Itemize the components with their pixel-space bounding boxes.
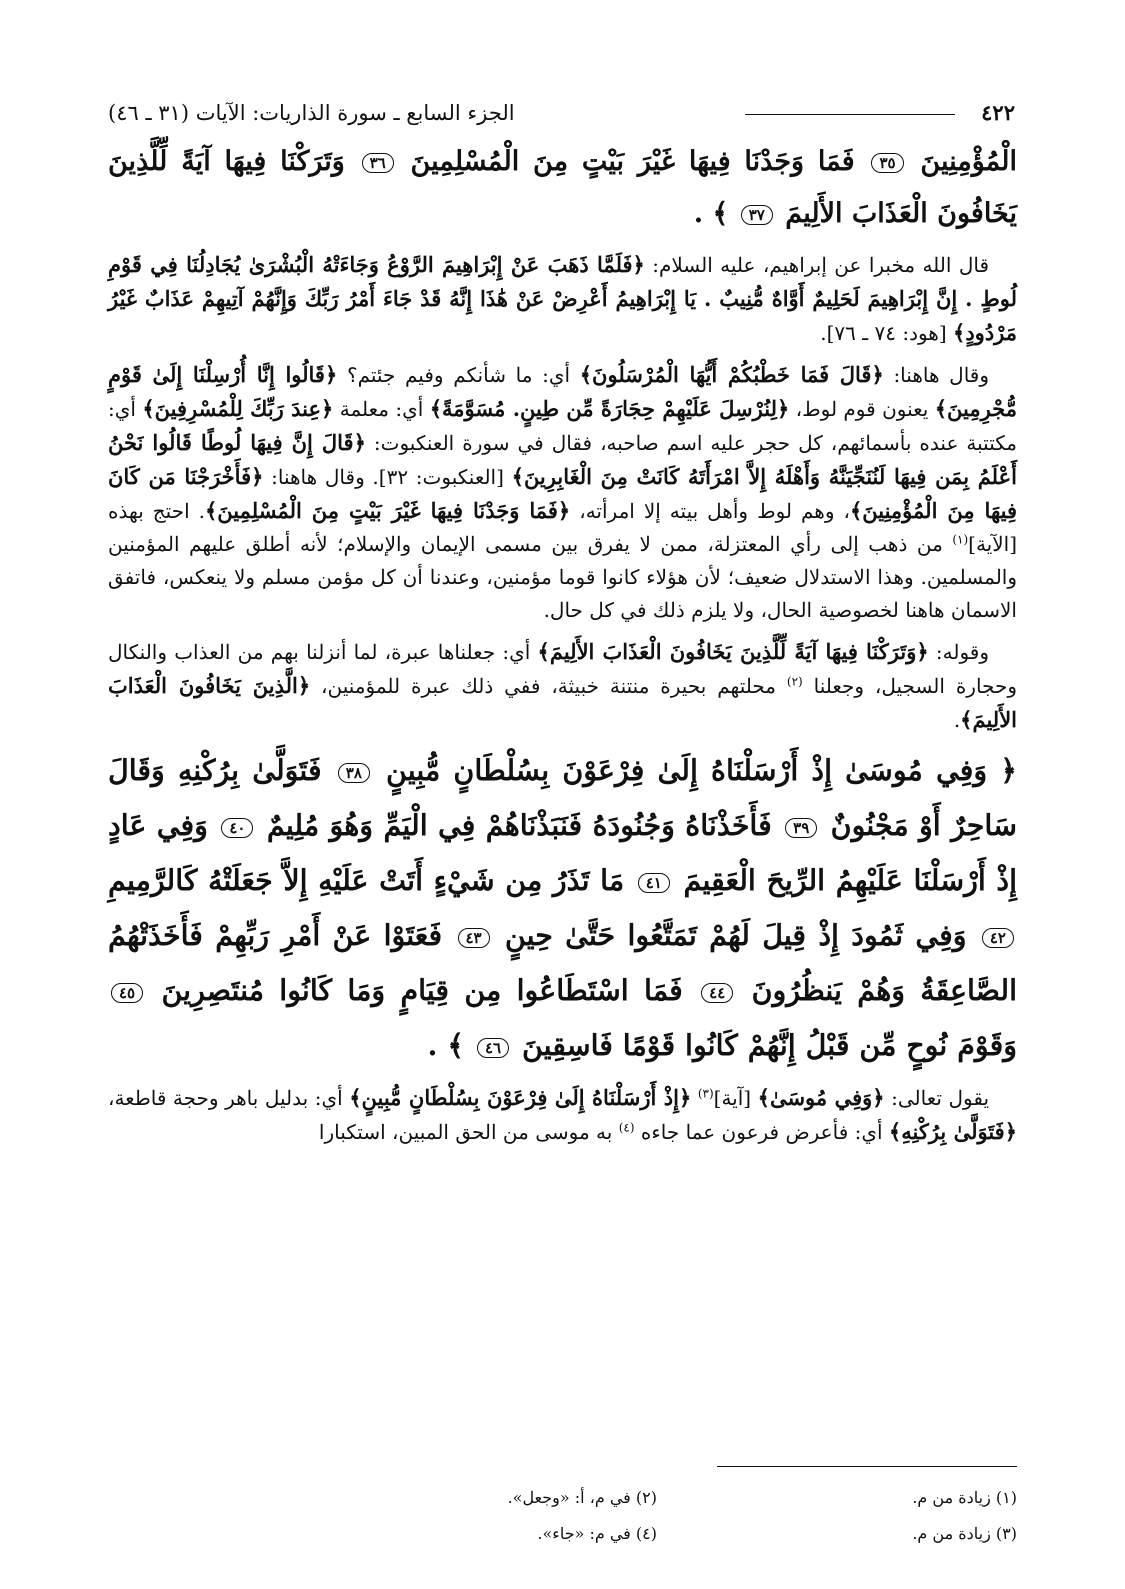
footnote-ref: (٤)	[618, 1120, 635, 1135]
footnote-ref: (٣)	[697, 1086, 714, 1101]
quran-quote: ﴿وَفِي مُوسَىٰ﴾	[757, 1085, 885, 1110]
text-run: فَأَخَذْنَاهُ وَجُنُودَهُ فَنَبَذْنَاهُمْ فِي الْيَمِّ وَهُوَ مُلِيمٌ	[256, 808, 783, 842]
text-run: من ذهب إلى رأي المعتزلة، ممن لا يفرق بين مسمى الإيمان والإسلام؛ لأنه أطلق عليهم المؤمنين والمسلمين. وهذا الاستدلال ضعيف؛ لأن هؤلاء كانوا قوما مؤمنين، وعندنا أن كل مؤمن مسلم ولا ينعكس، فاتفق الاسمان هاهنا لخصوصية الحال، ولا يلزم ذلك في كل حال.	[108, 532, 1017, 622]
text-run: [هود: ٧٤ ـ ٧٦].	[820, 321, 954, 345]
verse-number-marker: ٤٦	[477, 1038, 509, 1058]
text-run: مَا تَذَرُ مِن شَيْءٍ أَتَتْ عَلَيْهِ إِلاَّ جَعَلَتْهُ كَالرَّمِيمِ	[108, 863, 635, 897]
quran-quote: ﴿إِذْ أَرْسَلْنَاهُ إِلَىٰ فِرْعَوْنَ بِسُلْطَانٍ مُّبِينٍ﴾	[349, 1085, 692, 1110]
quran-quote: ﴿وَتَرَكْنَا فِيهَا آيَةً لِّلَّذِينَ يَخَافُونَ الْعَذَابَ الأَلِيمَ﴾	[537, 639, 929, 664]
quran-quote: ﴿قَالُوا إِنَّا أُرْسِلْنَا إِلَىٰ قَوْمٍ مُّجْرِمِينَ﴾	[108, 362, 1017, 421]
commentary-paragraph	[108, 1081, 1017, 1149]
header-rule	[745, 114, 955, 115]
quran-verse-block	[108, 743, 1017, 1073]
quran-quote: ﴿فَأَخْرَجْنَا مَن كَانَ فِيهَا مِنَ الْمُؤْمِنِينَ﴾	[108, 464, 1018, 523]
verse-number-marker: ٤٠	[221, 818, 253, 838]
text-run: وَقَوْمَ نُوحٍ مِّن قَبْلُ إِنَّهُمْ كَانُوا قَوْمًا فَاسِقِينَ	[512, 1028, 1017, 1062]
text-run: وقال هاهنا:	[883, 363, 990, 387]
quran-quote: ﴿قَالَ إِنَّ فِيهَا لُوطًا قَالُوا نَحْنُ أَعْلَمُ بِمَن فِيهَا لَنُنَجِّيَنَّهُ وَأَهْلَهُ إِلاَّ امْرَأَتَهُ كَانَتْ مِنَ الْغَابِرِينَ﴾	[108, 430, 1017, 489]
footnote-ref: (٢)	[786, 674, 803, 689]
text-run: أي: مكتتبة عنده بأسمائهم، كل حجر عليه اسم صاحبه، فقال في سورة العنكبوت:	[108, 397, 1017, 455]
text-run: فَمَا وَجَدْنَا فِيهَا غَيْرَ بَيْتٍ مِنَ الْمُسْلِمِينَ	[396, 146, 869, 177]
text-run: الْمُؤْمِنِينَ	[906, 146, 1018, 177]
text-run: فَعَتَوْا عَنْ أَمْرِ رَبِّهِمْ فَأَخَذَتْهُمُ الصَّاعِقَةُ وَهُمْ يَنظُرُونَ	[108, 918, 1018, 1007]
quran-quote: ﴿فَلَمَّا ذَهَبَ عَنْ إِبْرَاهِيمَ الرَّوْعُ وَجَاءَتْهُ الْبُشْرَىٰ يُجَادِلُنَا فِي قَوْمِ لُوطٍ . إِنَّ إِبْرَاهِيمَ لَحَلِيمٌ أَوَّاهٌ مُّنِيبٌ . يَا إِبْرَاهِيمُ أَعْرِضْ عَنْ هَٰذَا إِنَّهُ قَدْ جَاءَ أَمْرُ رَبِّكَ وَإِنَّهُمْ آتِيهِمْ عَذَابٌ غَيْرُ مَرْدُودٍ﴾	[108, 252, 1017, 345]
verse-number-marker: ٤٤	[701, 983, 733, 1003]
verse-number-marker: ٤٣	[458, 928, 490, 948]
text-run: ، وهم لوط وأهل بيته إلا امرأته،	[570, 499, 850, 523]
verse-number-marker: ٤١	[638, 873, 670, 893]
quran-quote: ﴿لِنُرْسِلَ عَلَيْهِمْ حِجَارَةً مِّن طِينٍ. مُسَوَّمَةً﴾	[429, 396, 790, 421]
text-run: وَفِي عَادٍ إِذْ أَرْسَلْنَا عَلَيْهِمُ الرِّيحَ الْعَقِيمَ	[108, 808, 1018, 897]
footnote-rule	[717, 1466, 1017, 1467]
footnote: (٣) زيادة من م.	[912, 1524, 1017, 1543]
text-run: به موسى من الحق المبين، استكبارا	[318, 1120, 619, 1144]
quran-verse-block	[108, 136, 1017, 240]
text-run: أي: معلمة	[333, 397, 430, 421]
text-run: ﴾ .	[693, 198, 738, 229]
commentary-paragraph	[108, 248, 1017, 350]
text-run: فَتَوَلَّىٰ بِرُكْنِهِ وَقَالَ سَاحِرٌ أَوْ مَجْنُونٌ	[108, 753, 1017, 842]
footnote: (٢) في م، أ: «وجعل».	[507, 1488, 657, 1507]
verse-number-marker: ٤٢	[982, 928, 1014, 948]
footnote-ref: (١)	[952, 532, 969, 547]
page-number: ٤٢٢	[981, 100, 1015, 125]
quran-quote: ﴿قَالَ فَمَا خَطْبُكُمْ أَيُّهَا الْمُرْسَلُونَ﴾	[579, 362, 884, 387]
text-run: يعنون قوم لوط،	[789, 397, 935, 421]
text-run: وقوله:	[928, 640, 989, 664]
text-run: ﴾ .	[427, 1028, 474, 1062]
commentary-paragraph	[108, 358, 1017, 627]
text-run: [آية]	[713, 1086, 758, 1110]
text-run: أي: جعلناها عبرة، لما أنزلنا بهم من العذاب والنكال وحجارة السجيل، وجعلنا	[108, 640, 1017, 698]
text-run: .	[953, 708, 961, 732]
quran-quote: ﴿فَتَوَلَّىٰ بِرُكْنِهِ﴾	[888, 1119, 1017, 1144]
text-run: ﴿ وَفِي مُوسَىٰ إِذْ أَرْسَلْنَاهُ إِلَىٰ فِرْعَوْنَ بِسُلْطَانٍ مُّبِينٍ	[372, 753, 1017, 787]
footnote: (٤) في م: «جاء».	[537, 1524, 657, 1543]
text-run: أي: فأعرض فرعون عما جاءه	[634, 1120, 889, 1144]
text-run: وَتَرَكْنَا فِيهَا آيَةً لِّلَّذِينَ يَخَافُونَ الْعَذَابَ الأَلِيمَ	[108, 146, 1017, 229]
page-body	[108, 136, 1017, 1149]
text-run: أي: بدليل باهر وحجة قاطعة،	[108, 1086, 350, 1110]
text-run: [العنكبوت: ٣٢]. وقال هاهنا:	[263, 465, 512, 489]
quran-quote: ﴿الَّذِينَ يَخَافُونَ الْعَذَابَ الأَلِيمَ﴾	[108, 673, 1017, 732]
footnote: (١) زيادة من م.	[912, 1488, 1017, 1507]
verse-number-marker: ٣٥	[871, 153, 903, 173]
text-run: محلتهم بحيرة منتنة خبيثة، ففي ذلك عبرة للمؤمنين،	[310, 674, 787, 698]
verse-number-marker: ٤٥	[111, 983, 143, 1003]
footnotes	[297, 1486, 1017, 1546]
verse-number-marker: ٣٦	[362, 153, 394, 173]
text-run: يقول تعالى:	[884, 1086, 990, 1110]
verse-number-marker: ٣٩	[785, 818, 817, 838]
commentary-paragraph	[108, 635, 1017, 737]
verse-number-marker: ٣٨	[338, 763, 370, 783]
text-run: فَمَا اسْتَطَاعُوا مِن قِيَامٍ وَمَا كَانُوا مُنتَصِرِينَ	[146, 973, 699, 1007]
verse-number-marker: ٣٧	[741, 205, 773, 225]
quran-quote: ﴿فَمَا وَجَدْنَا فِيهَا غَيْرَ بَيْتٍ مِنَ الْمُسْلِمِينَ﴾	[205, 498, 571, 523]
text-run: . احتج بهذه [الآية]	[108, 499, 1017, 556]
text-run: قال الله مخبرا عن إبراهيم، عليه السلام:	[644, 253, 990, 277]
quran-quote: ﴿عِندَ رَبِّكَ لِلْمُسْرِفِينَ﴾	[142, 396, 334, 421]
text-run: وَفِي ثَمُودَ إِذْ قِيلَ لَهُمْ تَمَتَّعُوا حَتَّىٰ حِينٍ	[492, 918, 979, 952]
text-run: أي: ما شأنكم وفيم جئتم؟	[337, 363, 580, 387]
running-title: الجزء السابع ـ سورة الذاريات: الآيات (٣١ ـ ٤٦)	[108, 101, 515, 125]
page-header	[108, 96, 1017, 130]
